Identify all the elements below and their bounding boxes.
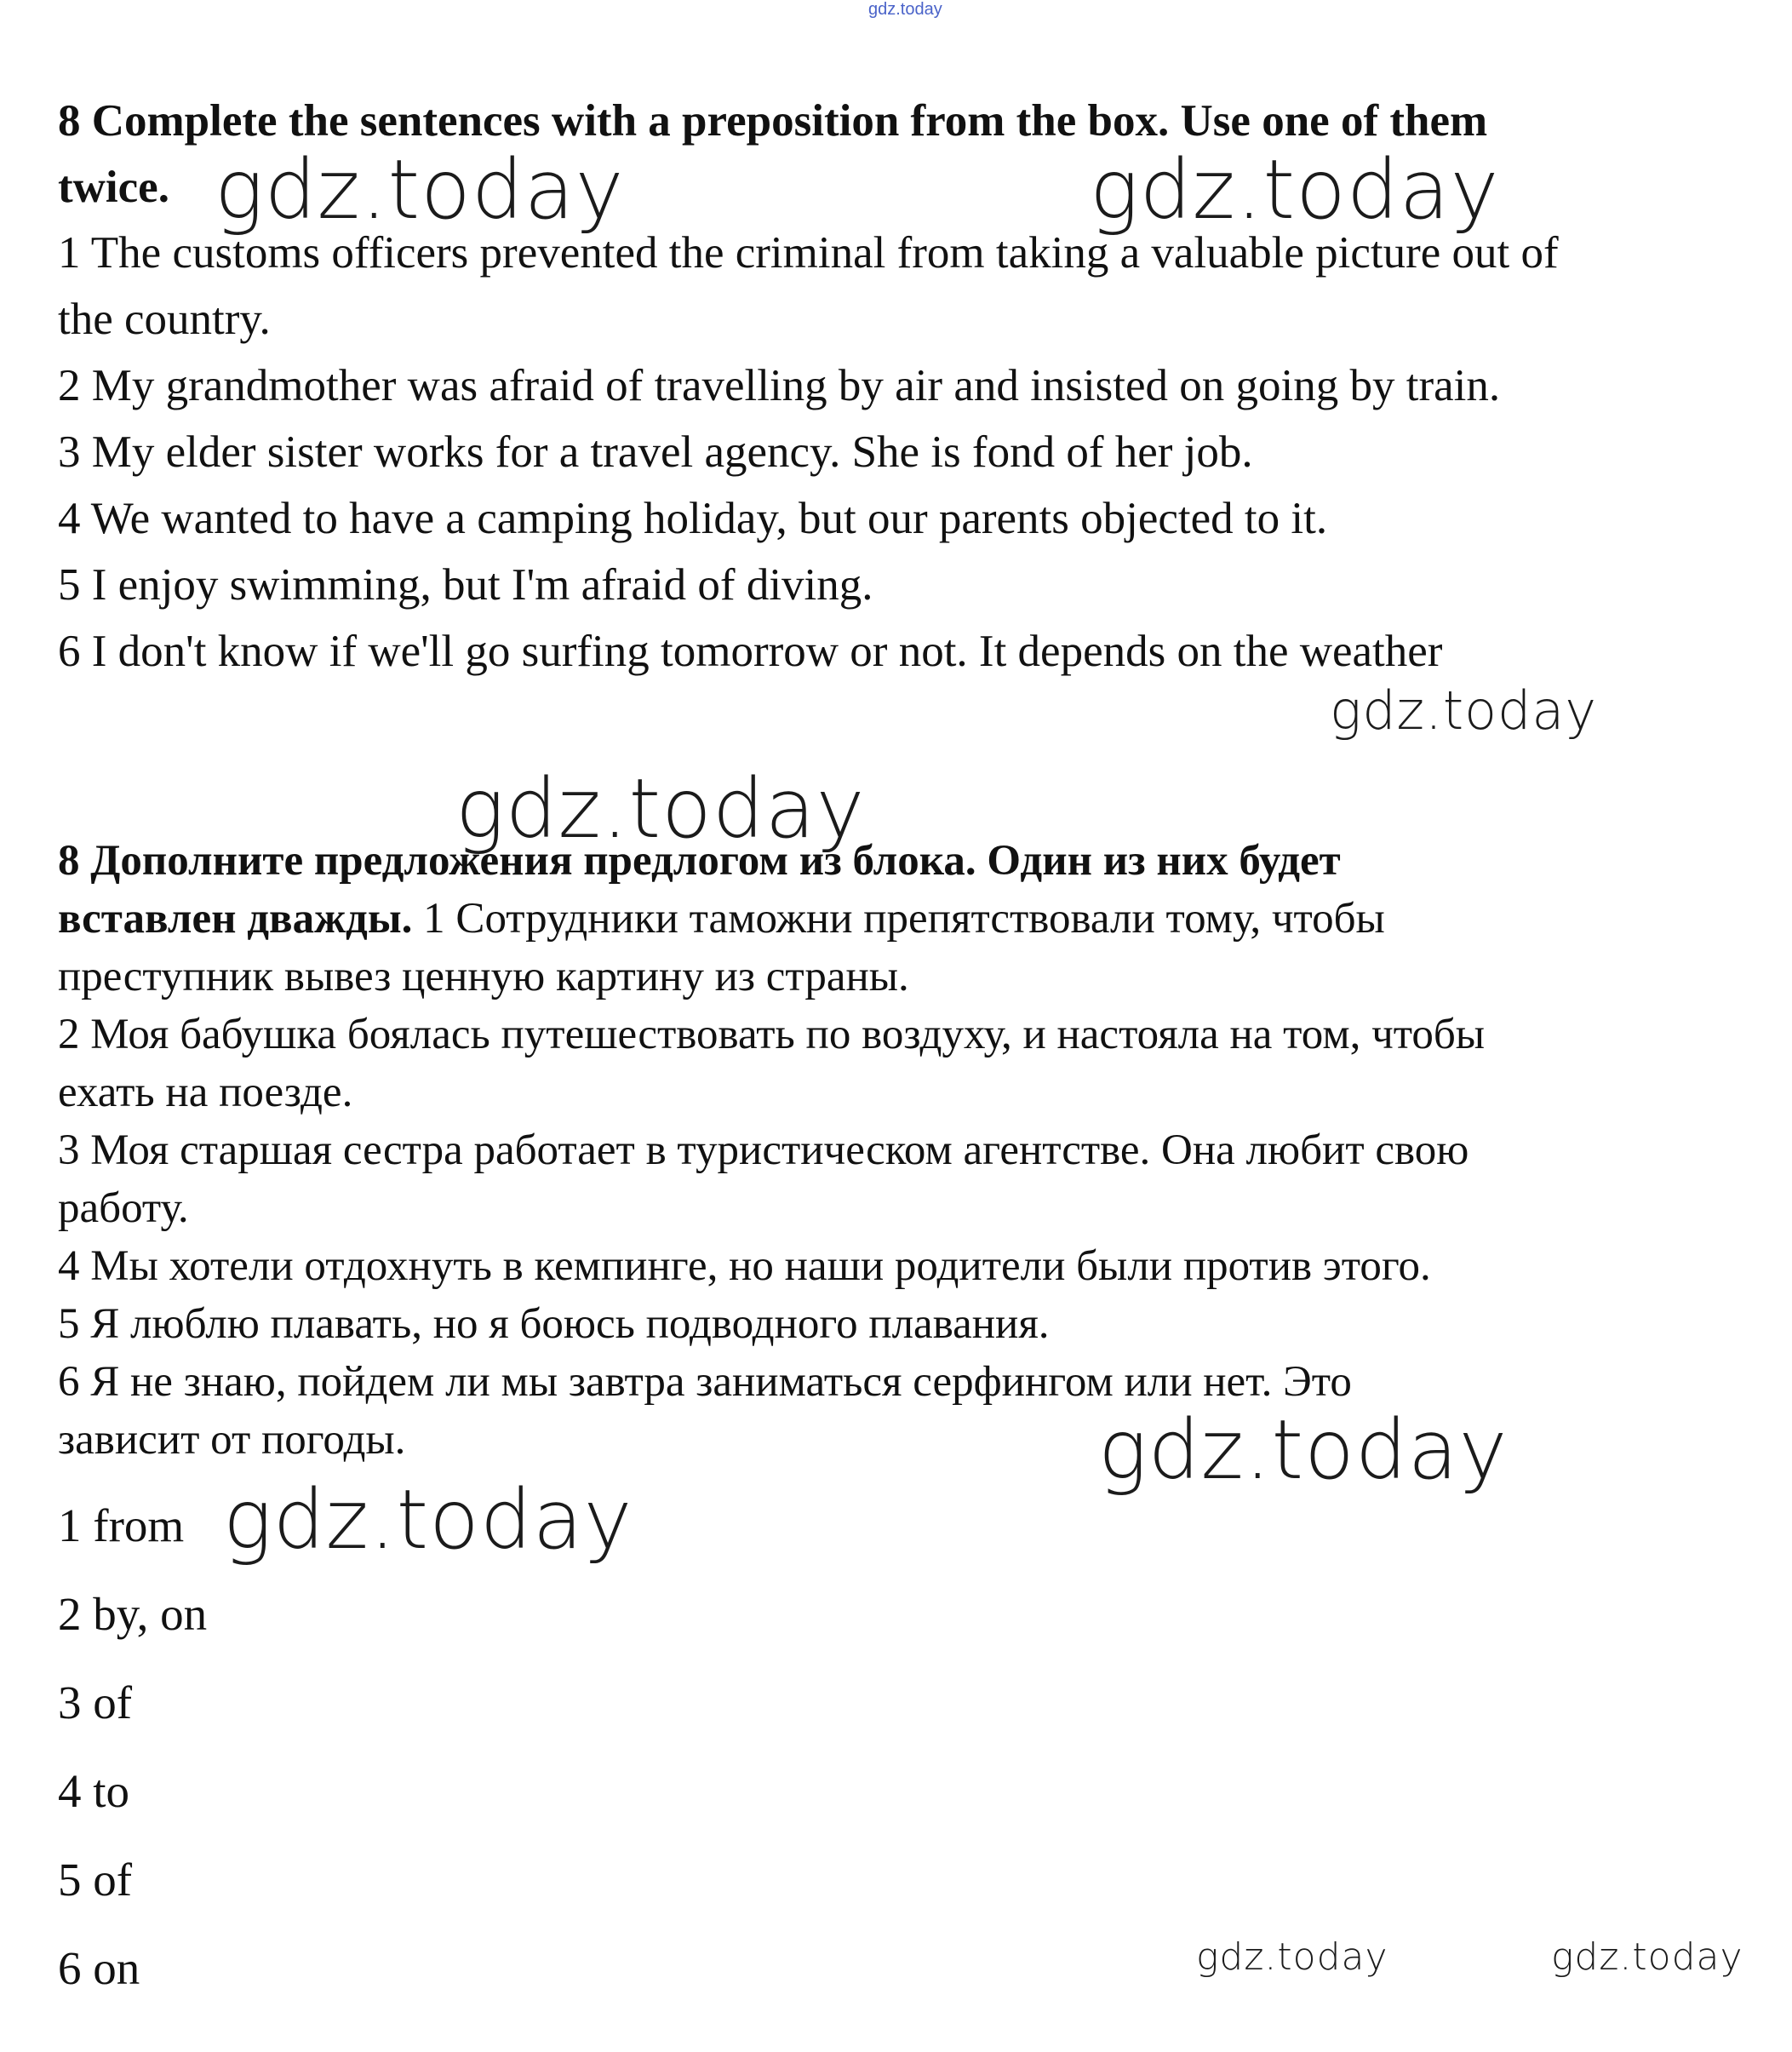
russian-heading-line2 [58,891,1385,947]
russian-sentence-4: 4 Мы хотели отдохнуть в кемпинге, но наши родители были против этого. [58,1242,1431,1290]
watermark: gdz.today [215,142,625,238]
russian-sentence-1-line1: 1 Сотрудники таможни препятствовали тому, чтобы [412,895,1385,943]
russian-sentence-5: 5 Я люблю плавать, но я боюсь подводного плавания. [58,1300,1050,1348]
english-sentence-1-line1: 1 The customs officers prevented the criminal from taking a valuable picture out of [58,228,1559,278]
watermark: gdz.today [1090,142,1500,238]
english-heading-line2: twice. [58,163,169,212]
english-sentence-1-line2: the country. [58,295,271,344]
answer-4: 4 to [58,1765,130,1817]
watermark: gdz.today [223,1472,633,1568]
watermark: gdz.today [455,761,866,857]
russian-heading-bold-part: вставлен дважды. [58,895,413,943]
russian-sentence-6-line2: зависит от погоды. [58,1416,406,1464]
russian-sentence-2-line1: 2 Моя бабушка боялась путешествовать по воздуху, и настояла на том, чтобы [58,1011,1486,1058]
russian-sentence-6-line1: 6 Я не знаю, пойдем ли мы завтра заниматься серфингом или нет. Это [58,1358,1352,1406]
answer-6: 6 on [58,1942,140,1994]
answer-2: 2 by, on [58,1588,208,1640]
russian-sentence-3-line2: работу. [58,1184,189,1232]
watermark: gdz.today [1098,1402,1509,1498]
answer-5: 5 of [58,1854,133,1906]
watermark: gdz.today [1551,1935,1743,1979]
english-sentence-3: 3 My elder sister works for a travel agency. She is fond of her job. [58,427,1253,477]
russian-sentence-3-line1: 3 Моя старшая сестра работает в туристическом агентстве. Она любит свою [58,1126,1469,1174]
english-sentence-4: 4 We wanted to have a camping holiday, but our parents objected to it. [58,494,1328,543]
russian-sentence-2-line2: ехать на поезде. [58,1069,353,1116]
english-sentence-5: 5 I enjoy swimming, but I'm afraid of diving. [58,560,873,610]
top-watermark: gdz.today [868,0,942,19]
english-heading-line1: 8 Complete the sentences with a preposition from the box. Use one of them [58,96,1488,146]
russian-heading-line1: 8 Дополните предложения предлогом из блока. Один из них будет [58,837,1341,885]
russian-sentence-1-line2: преступник вывез ценную картину из страны. [58,953,909,1000]
answer-1: 1 from [58,1499,185,1551]
english-sentence-6: 6 I don't know if we'll go surfing tomorrow or not. It depends on the weather [58,627,1443,676]
watermark: gdz.today [1330,679,1598,742]
watermark: gdz.today [1196,1935,1388,1979]
english-sentence-2: 2 My grandmother was afraid of travelling by air and insisted on going by train. [58,361,1501,410]
answer-3: 3 of [58,1677,133,1728]
